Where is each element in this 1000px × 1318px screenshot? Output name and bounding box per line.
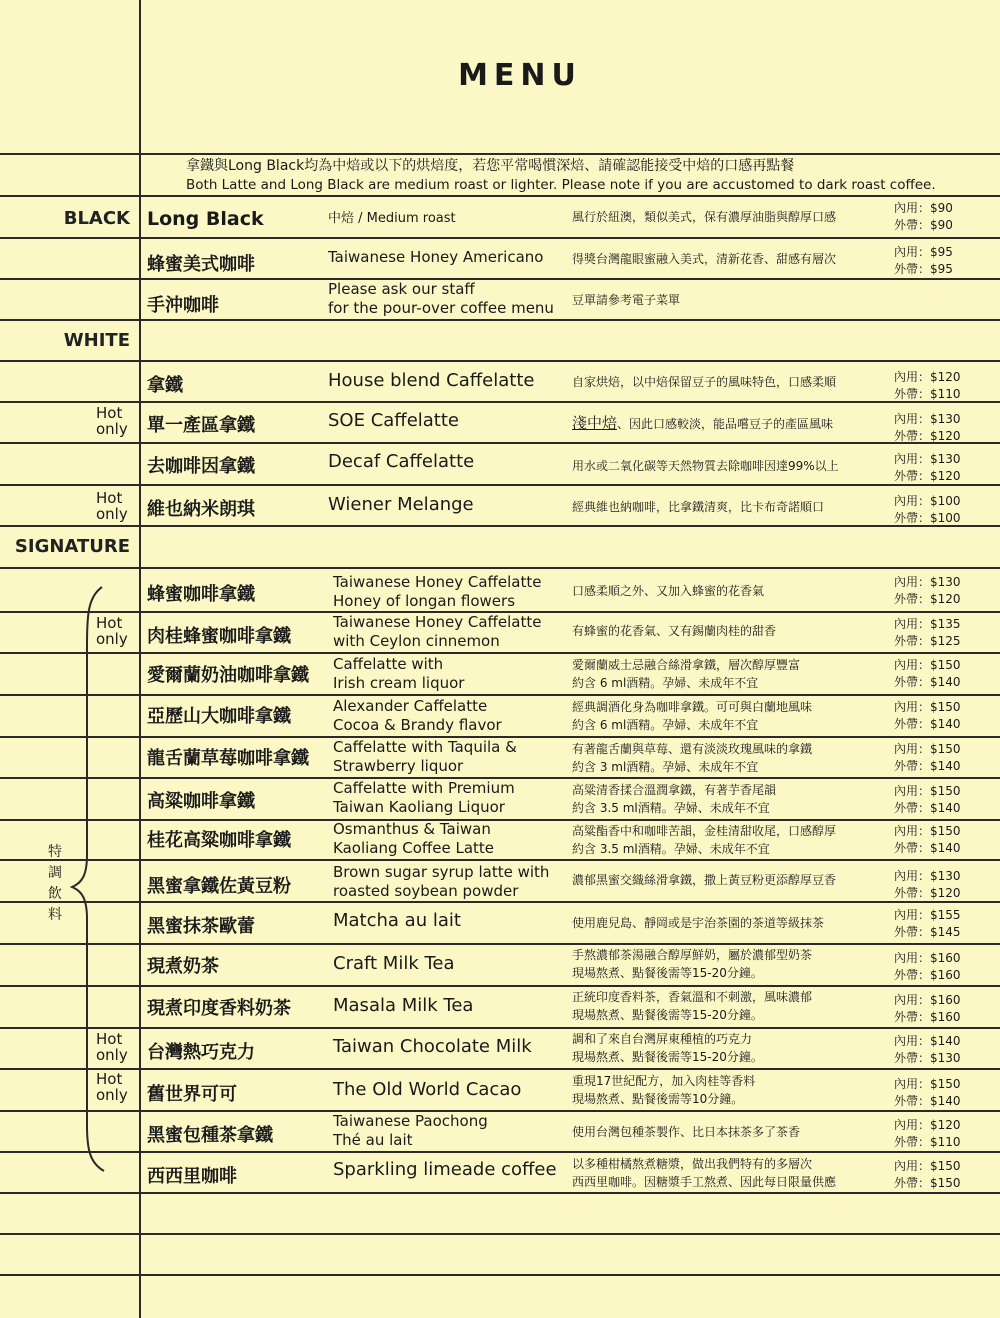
item-name-en: SOE Caffelatte <box>328 410 459 431</box>
item-name-zh: 舊世界可可 <box>147 1084 237 1105</box>
row-divider <box>0 652 1000 654</box>
row-divider <box>0 484 1000 486</box>
row-divider <box>0 360 1000 362</box>
item-price: 內用：$120 外帶：$110 <box>894 370 961 401</box>
row-divider <box>0 694 1000 696</box>
item-name-zh: 肉桂蜂蜜咖啡拿鐵 <box>147 626 291 647</box>
item-name-zh: Long Black <box>147 208 264 230</box>
item-name-zh: 黑蜜拿鐵佐黃豆粉 <box>147 876 291 897</box>
item-name-en: Caffelatte with Premium Taiwan Kaoliang Liquor <box>333 779 515 816</box>
section-black: BLACK <box>63 208 130 229</box>
item-desc: 得獎台灣龍眼蜜融入美式，清新花香、甜感有層次 <box>572 252 837 266</box>
item-name-en: House blend Caffelatte <box>328 370 535 391</box>
item-desc: 自家烘焙，以中焙保留豆子的風味特色，口感柔順 <box>572 375 837 389</box>
row-divider <box>0 525 1000 527</box>
signature-side-label: 特 調 飲 料 <box>48 844 62 923</box>
item-name-zh: 龍舌蘭草莓咖啡拿鐵 <box>147 748 309 769</box>
item-name-en: Masala Milk Tea <box>333 995 474 1016</box>
hot-only-badge: Hot only <box>96 614 128 648</box>
item-desc: 用水或二氧化碳等天然物質去除咖啡因達99%以上 <box>572 459 839 473</box>
item-name-en: Decaf Caffelatte <box>328 451 475 472</box>
item-name-zh: 桂花高粱咖啡拿鐵 <box>147 830 291 851</box>
row-divider <box>0 1027 1000 1029</box>
item-name-zh: 蜂蜜美式咖啡 <box>147 254 255 275</box>
item-name-zh: 台灣熱巧克力 <box>147 1042 255 1063</box>
item-name-zh: 單一產區拿鐵 <box>147 415 255 436</box>
item-price: 內用：$150 外帶：$140 <box>894 658 961 689</box>
section-signature: SIGNATURE <box>14 536 130 557</box>
item-name-zh: 西西里咖啡 <box>147 1166 237 1187</box>
item-price: 內用：$150 外帶：$140 <box>894 824 961 855</box>
item-name-en: Caffelatte with Taquila & Strawberry liquor <box>333 738 517 775</box>
item-name-zh: 愛爾蘭奶油咖啡拿鐵 <box>147 665 309 686</box>
item-price: 內用：$95 外帶：$95 <box>894 245 953 276</box>
item-price: 內用：$130 外帶：$120 <box>894 412 961 443</box>
roast-notice-en: Both Latte and Long Black are medium roast or lighter. Please note if you are accustomed to dark roast coffee. <box>186 177 936 193</box>
item-desc: 有著龍舌蘭與草莓、還有淡淡玫瑰風味的拿鐵 約含 3 ml酒精。孕婦、未成年不宜 <box>572 742 813 774</box>
item-name-zh: 手沖咖啡 <box>147 295 219 316</box>
item-name-zh: 高粱咖啡拿鐵 <box>147 791 255 812</box>
row-divider <box>0 1192 1000 1194</box>
item-name-en: Brown sugar syrup latte with roasted soybean powder <box>333 863 550 900</box>
item-price: 內用：$100 外帶：$100 <box>894 494 961 525</box>
row-divider <box>0 237 1000 239</box>
row-divider <box>0 943 1000 945</box>
item-name-zh: 黑蜜包種茶拿鐵 <box>147 1125 273 1146</box>
item-name-zh: 維也納米朗琪 <box>147 499 255 520</box>
item-desc: 豆單請參考電子菜單 <box>572 293 681 307</box>
row-divider <box>0 819 1000 821</box>
item-price: 內用：$160 外帶：$160 <box>894 951 961 982</box>
row-divider <box>0 1233 1000 1235</box>
item-name-zh: 蜂蜜咖啡拿鐵 <box>147 584 255 605</box>
row-divider <box>0 985 1000 987</box>
item-desc: 調和了來自台灣屏東種植的巧克力 現場熬煮、點餐後需等15-20分鐘。 <box>572 1032 763 1064</box>
item-name-en: Taiwan Chocolate Milk <box>333 1036 532 1057</box>
row-divider <box>0 319 1000 321</box>
item-desc: 經典維也納咖啡，比拿鐵清爽，比卡布奇諾順口 <box>572 500 825 514</box>
item-desc: 手熬濃郁茶湯融合醇厚鮮奶，屬於濃郁型奶茶 現場熬煮、點餐後需等15-20分鐘。 <box>572 948 813 980</box>
item-name-en: Osmanthus & Taiwan Kaoliang Coffee Latte <box>333 820 495 857</box>
item-desc: 使用鹿兒島、靜岡或是宇治茶園的茶道等級抹茶 <box>572 916 825 930</box>
item-name-en: Matcha au lait <box>333 910 461 931</box>
item-price: 內用：$150 外帶：$140 <box>894 1077 961 1108</box>
row-divider <box>0 1110 1000 1112</box>
row-divider <box>0 1274 1000 1276</box>
item-desc: 高粱清香揉合溫潤拿鐵，有著芋香尾韻 約含 3.5 ml酒精。孕婦、未成年不宜 <box>572 783 777 815</box>
item-name-en: Taiwanese Honey Caffelatte Honey of longan flowers <box>333 573 542 610</box>
item-name-zh: 去咖啡因拿鐵 <box>147 456 255 477</box>
item-name-en: The Old World Cacao <box>333 1079 522 1100</box>
item-name-en: Wiener Melange <box>328 494 474 515</box>
item-price: 內用：$90 外帶：$90 <box>894 201 953 232</box>
item-price: 內用：$130 外帶：$120 <box>894 575 961 606</box>
item-price: 內用：$135 外帶：$125 <box>894 617 961 648</box>
row-divider <box>0 1068 1000 1070</box>
item-price: 內用：$130 外帶：$120 <box>894 869 961 900</box>
roast-notice <box>186 157 936 195</box>
item-desc: 正統印度香料茶，香氣溫和不刺激，風味濃郁 現場熬煮、點餐後需等15-20分鐘。 <box>572 990 813 1022</box>
item-name-en: Taiwanese Honey Americano <box>328 248 544 266</box>
column-divider <box>139 0 141 1318</box>
item-name-zh: 現煮印度香料奶茶 <box>147 998 291 1019</box>
row-divider <box>0 153 1000 155</box>
item-price: 內用：$120 外帶：$110 <box>894 1118 961 1149</box>
item-desc: 使用台灣包種茶製作、比日本抹茶多了茶香 <box>572 1125 801 1139</box>
item-name-en: Taiwanese Paochong Thé au lait <box>333 1112 488 1149</box>
hot-only-badge: Hot only <box>96 1070 128 1104</box>
hot-only-badge: Hot only <box>96 489 128 523</box>
item-price: 內用：$150 外帶：$150 <box>894 1159 961 1190</box>
item-name-en: Taiwanese Honey Caffelatte with Ceylon cinnemon <box>333 613 542 650</box>
item-name-en: Alexander Caffelatte Cocoa & Brandy flavor <box>333 697 502 734</box>
item-desc: 經典調酒化身為咖啡拿鐵。可可與白蘭地風味 約含 6 ml酒精。孕婦、未成年不宜 <box>572 700 813 732</box>
item-desc: 風行於紐澳，類似美式，保有濃厚油脂與醇厚口感 <box>572 210 837 224</box>
row-divider <box>0 195 1000 197</box>
item-price: 內用：$155 外帶：$145 <box>894 908 961 939</box>
item-desc: 淺中焙、因此口感較淡，能品嚐豆子的產區風味 <box>572 414 834 432</box>
row-divider <box>0 401 1000 403</box>
item-name-zh: 黑蜜抹茶歐蕾 <box>147 916 255 937</box>
row-divider <box>0 1151 1000 1153</box>
item-name-en: Sparkling limeade coffee <box>333 1159 557 1180</box>
row-divider <box>0 442 1000 444</box>
item-name-en: Craft Milk Tea <box>333 953 455 974</box>
item-price: 內用：$130 外帶：$120 <box>894 452 961 483</box>
row-divider <box>0 901 1000 903</box>
hot-only-badge: Hot only <box>96 404 128 438</box>
row-divider <box>0 859 1000 861</box>
section-white: WHITE <box>63 330 130 351</box>
item-price: 內用：$140 外帶：$130 <box>894 1034 961 1065</box>
item-name-en: Please ask our staff for the pour-over coffee menu <box>328 280 554 317</box>
item-desc: 愛爾蘭威士忌融合絲滑拿鐵，層次醇厚豐富 約含 6 ml酒精。孕婦、未成年不宜 <box>572 658 801 690</box>
item-desc: 濃郁黑蜜交織絲滑拿鐵，撒上黃豆粉更添醇厚豆香 <box>572 873 837 887</box>
item-price: 內用：$150 外帶：$140 <box>894 700 961 731</box>
item-name-en: 中焙 / Medium roast <box>328 211 456 226</box>
item-desc: 口感柔順之外、又加入蜂蜜的花香氣 <box>572 584 765 598</box>
item-desc: 以多種柑橘熬煮糖漿，做出我們特有的多層次 西西里咖啡。因糖漿手工熬煮、因此每日限量供應 <box>572 1157 837 1189</box>
signature-brace-icon <box>70 585 110 1175</box>
item-desc: 有蜂蜜的花香氣、又有錫蘭肉桂的甜香 <box>572 624 777 638</box>
item-price: 內用：$150 外帶：$140 <box>894 784 961 815</box>
item-name-zh: 拿鐵 <box>147 375 183 396</box>
hot-only-badge: Hot only <box>96 1030 128 1064</box>
item-desc: 高粱酯香中和咖啡苦韻，金桂清甜收尾，口感醇厚 約含 3.5 ml酒精。孕婦、未成年不宜 <box>572 824 837 856</box>
item-price: 內用：$150 外帶：$140 <box>894 742 961 773</box>
item-name-zh: 亞歷山大咖啡拿鐵 <box>147 706 291 727</box>
row-divider <box>0 567 1000 569</box>
page-title: MENU <box>458 58 582 93</box>
item-name-zh: 現煮奶茶 <box>147 956 219 977</box>
item-price: 內用：$160 外帶：$160 <box>894 993 961 1024</box>
item-desc: 重現17世紀配方，加入肉桂等香料 現場熬煮、點餐後需等10分鐘。 <box>572 1074 756 1106</box>
item-name-en: Caffelatte with Irish cream liquor <box>333 655 465 692</box>
roast-notice-zh: 拿鐵與Long Black均為中焙或以下的烘焙度，若您平常喝慣深焙、請確認能接受中焙的口感再點餐 <box>186 158 795 174</box>
